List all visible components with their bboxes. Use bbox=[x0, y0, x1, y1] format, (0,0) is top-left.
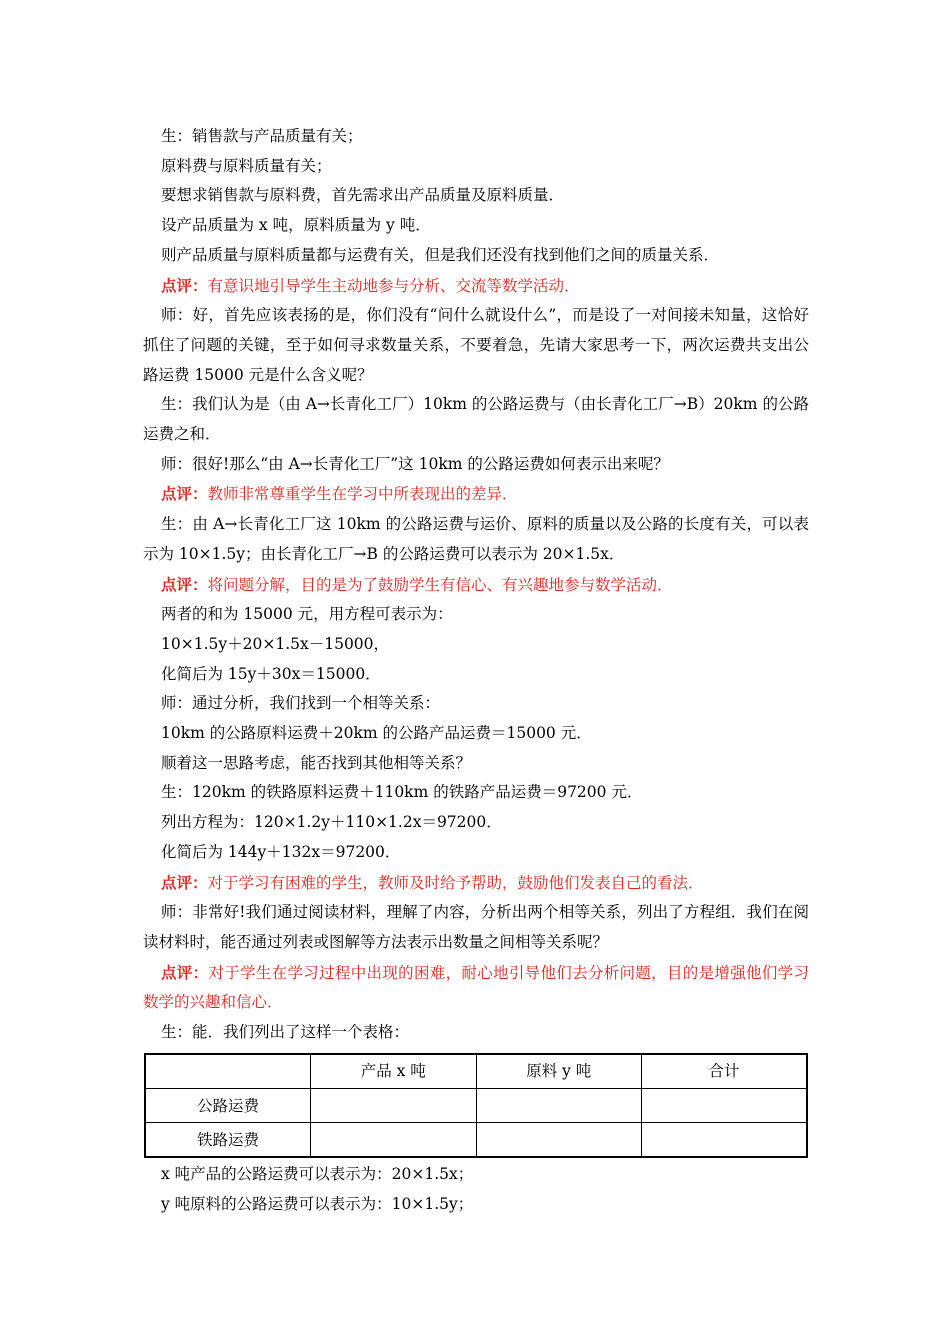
comment-label: 点评： bbox=[161, 275, 208, 295]
paragraph: x 吨产品的公路运费可以表示为：20×1.5x； bbox=[161, 1164, 474, 1183]
paragraph: 师：好，首先应该表扬的是，你们没有“问什么就设什么”，而是设了一对间接未知量，这恰好抓住了问题的关键，至于如何寻求数量关系，不要着急，先请大家思考一下，两次运费共支出公路运费 15000 元是什么含义呢？ bbox=[143, 306, 809, 384]
paragraph: 两者的和为 15000 元，用方程可表示为： bbox=[161, 605, 453, 624]
comment-paragraph bbox=[143, 958, 809, 1018]
table-cell bbox=[476, 1088, 642, 1122]
comment-text: 有意识地引导学生主动地参与分析、交流等数学活动． bbox=[207, 276, 580, 295]
comment-text: 将问题分解，目的是为了鼓励学生有信心、有兴趣地参与数学活动． bbox=[207, 575, 673, 594]
paragraph: 要想求销售款与原料费，首先需求出产品质量及原料质量． bbox=[161, 186, 565, 205]
table-row-label: 公路运费 bbox=[145, 1088, 311, 1122]
equation-line: 10km 的公路原料运费＋20km 的公路产品运费＝15000 元． bbox=[161, 724, 592, 743]
paragraph: 顺着这一思路考虑，能否找到其他相等关系？ bbox=[161, 753, 472, 772]
table-cell bbox=[311, 1122, 477, 1157]
comment-paragraph bbox=[143, 570, 809, 601]
comment-label: 点评： bbox=[161, 872, 208, 892]
freight-table bbox=[144, 1053, 808, 1158]
table-header-cell: 产品 x 吨 bbox=[311, 1054, 477, 1089]
paragraph: 生：由 A→长青化工厂这 10km 的公路运费与运价、原料的质量以及公路的长度有关，可以表示为 10×1.5y；由长青化工厂→B 的公路运费可以表示为 20×1.5x． bbox=[143, 515, 809, 563]
equation-line: 化简后为 15y＋30x＝15000． bbox=[161, 664, 381, 683]
table-header-cell bbox=[145, 1054, 311, 1089]
paragraph: 师：通过分析，我们找到一个相等关系： bbox=[161, 694, 441, 713]
table-header-row bbox=[145, 1054, 807, 1089]
comment-paragraph bbox=[143, 479, 809, 510]
table-cell bbox=[311, 1088, 477, 1122]
paragraph: 则产品质量与原料质量都与运费有关，但是我们还没有找到他们之间的质量关系． bbox=[161, 245, 720, 264]
table-cell bbox=[642, 1122, 808, 1157]
table-row bbox=[145, 1088, 807, 1122]
equation-line: 10×1.5y＋20×1.5x－15000， bbox=[161, 634, 390, 653]
comment-text: 教师非常尊重学生在学习中所表现出的差异． bbox=[207, 485, 518, 504]
paragraph: 设产品质量为 x 吨，原料质量为 y 吨． bbox=[161, 216, 431, 235]
paragraph: 生：能．我们列出了这样一个表格： bbox=[161, 1023, 410, 1042]
comment-label: 点评： bbox=[161, 574, 208, 594]
comment-paragraph bbox=[143, 868, 809, 899]
table-cell bbox=[642, 1088, 808, 1122]
paragraph: 原料费与原料质量有关； bbox=[161, 156, 332, 175]
table-header-cell: 原料 y 吨 bbox=[476, 1054, 642, 1089]
equation-line: 生：120km 的铁路原料运费＋110km 的铁路产品运费＝97200 元． bbox=[161, 783, 643, 802]
table-row bbox=[145, 1122, 807, 1157]
paragraph: 师：很好!那么“由 A→长青化工厂”这 10km 的公路运费如何表示出来呢？ bbox=[161, 454, 669, 473]
comment-paragraph bbox=[143, 271, 809, 302]
table-cell bbox=[476, 1122, 642, 1157]
comment-label: 点评： bbox=[161, 484, 208, 504]
equation-line: 列出方程为：120×1.2y＋110×1.2x＝97200． bbox=[161, 813, 502, 832]
table-header-cell: 合计 bbox=[642, 1054, 808, 1089]
document-body bbox=[143, 122, 809, 1219]
comment-label: 点评： bbox=[161, 962, 209, 982]
paragraph: y 吨原料的公路运费可以表示为：10×1.5y； bbox=[161, 1194, 474, 1213]
paragraph: 生：销售款与产品质量有关； bbox=[161, 127, 363, 145]
paragraph: 师：非常好!我们通过阅读材料，理解了内容，分析出两个相等关系，列出了方程组．我们在阅读材料时，能否通过列表或图解等方法表示出数量之间相等关系呢？ bbox=[143, 903, 809, 951]
comment-text: 对于学习有困难的学生，教师及时给予帮助，鼓励他们发表自己的看法． bbox=[207, 873, 704, 892]
comment-text: 对于学生在学习过程中出现的困难，耐心地引导他们去分析问题，目的是增强他们学习数学的兴趣和信心． bbox=[143, 963, 809, 1012]
table-row-label: 铁路运费 bbox=[145, 1122, 311, 1157]
paragraph: 生：我们认为是（由 A→长青化工厂）10km 的公路运费与（由长青化工厂→B）20km 的公路运费之和． bbox=[143, 395, 809, 444]
equation-line: 化简后为 144y＋132x＝97200． bbox=[161, 842, 401, 861]
